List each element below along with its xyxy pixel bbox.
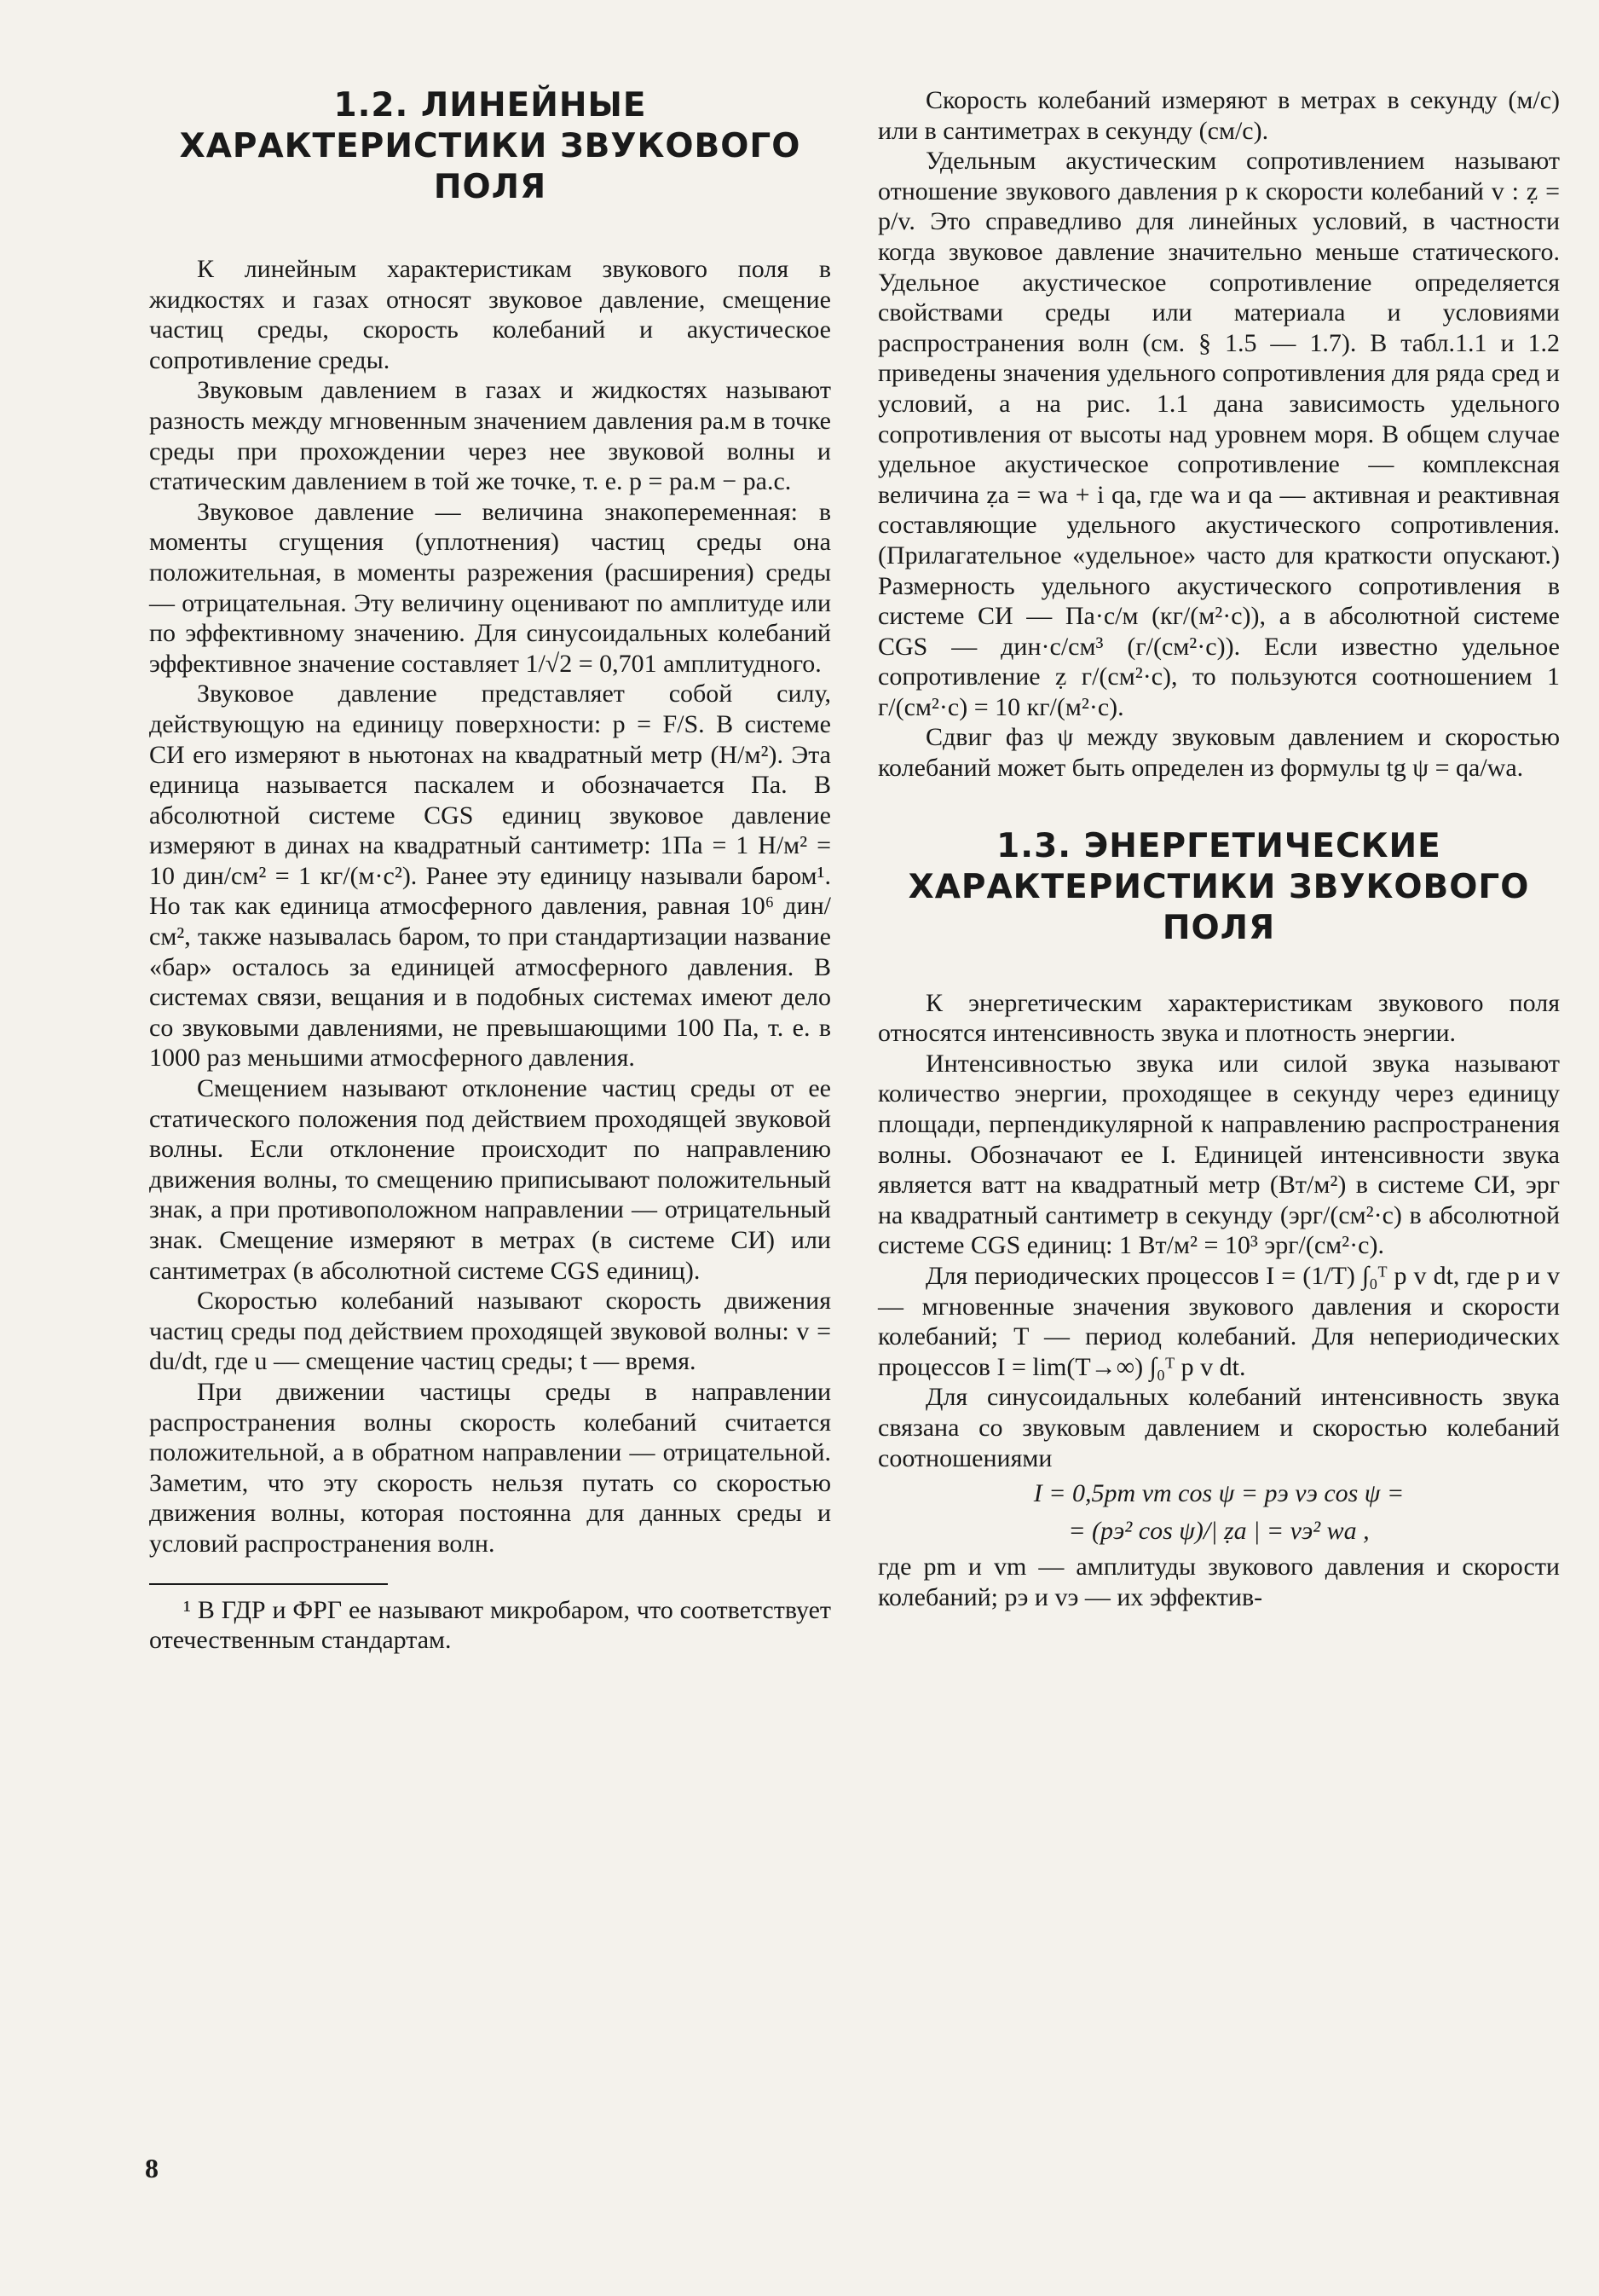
paragraph: Для синусоидальных колебаний интенсивность звука связана со звуковым давлением и скоростью колебаний соотношениями xyxy=(878,1383,1560,1472)
paragraph: Для периодических процессов I = (1/T) ∫₀ᵀ p v dt, где p и v — мгновенные значения звукового давления и скорости колебаний; T — период колебаний. Для непериодических процессов I = lim(T→∞) ∫₀ᵀ p v dt. xyxy=(878,1262,1560,1381)
paragraph: Удельным акустическим сопротивлением называют отношение звукового давления p к скорости колебаний v : ẓ = p/v. Это справедливо для линейных условий, в частности когда звуковое давление значительно меньше статического. Удельное акустическое сопротивление определяется свойствами среды или материала и условиями распространения волн (см. § 1.5 — 1.7). В табл.1.1 и 1.2 приведены значения удельного сопротивления для ряда сред и условий, а на рис. 1.1 дана зависимость удельного сопротивления от высоты над уровнем моря. В общем случае удельное акустическое сопротивление — комплексная величина ẓа = wа + i qа, где wа и qа — активная и реактивная составляющие удельного акустического сопротивления. (Прилагательное «удельное» часто для краткости опускают.) Размерность удельного акустического сопротивления в системе СИ — Па·с/м (кг/(м²·с)), а в абсолютной системе CGS — дин·с/см³ (г/(см²·с)). Если известно удельное сопротивление ẓ г/(см²·с), то пользуются соотношением 1 г/(см²·с) = 10 кг/(м²·с). xyxy=(878,147,1560,721)
footnote: ¹ В ГДР и ФРГ ее называют микробаром, что соответствует отечественным стандартам. xyxy=(149,1595,831,1655)
section-heading-1-3: 1.3. ЭНЕРГЕТИЧЕСКИЕ ХАРАКТЕРИСТИКИ ЗВУКОВОГО ПОЛЯ xyxy=(908,826,1530,947)
right-column xyxy=(878,85,1560,1612)
paragraph: К линейным характеристикам звукового поля в жидкостях и газах относят звуковое давление, смещение частиц среды, скорость колебаний и акустическое сопротивление среды. xyxy=(149,255,831,374)
paragraph: Звуковым давлением в газах и жидкостях называют разность между мгновенным значением давления pа.м в точке среды при прохождении через нее звуковой волны и статическим давлением в той же точке, т. е. p = pа.м − pа.с. xyxy=(149,376,831,496)
paragraph: При движении частицы среды в направлении распространения волны скорость колебаний считается положительной, а в обратном направлении — отрицательной. Заметим, что эту скорость нельзя путать со скоростью движения волны, которая постоянна для данных среды и условий распространения волн. xyxy=(149,1377,831,1558)
paragraph: Звуковое давление — величина знакопеременная: в моменты сгущения (уплотнения) частиц среды она положительная, в моменты разрежения (расширения) среды — отрицательная. Эту величину оценивают по амплитуде или по эффективному значению. Для синусоидальных колебаний эффективное значение составляет 1/√2 = 0,701 амплитудного. xyxy=(149,497,831,678)
paragraph: Интенсивностью звука или силой звука называют количество энергии, проходящее в секунду через единицу площади, перпендикулярной к направлению распространения волны. Обозначают ее I. Единицей интенсивности звука является ватт на квадратный метр (Вт/м²) в системе СИ, эрг на квадратный сантиметр в секунду (эрг/(см²·с) в абсолютной системе CGS единиц: 1 Вт/м² = 10³ эрг/(см²·с). xyxy=(878,1049,1560,1260)
page-number: 8 xyxy=(145,2153,159,2183)
footnote-divider xyxy=(149,1583,388,1585)
left-column xyxy=(149,85,831,1656)
paragraph: где pm и vm — амплитуды звукового давления и скорости колебаний; pэ и vэ — их эффектив- xyxy=(878,1553,1560,1611)
paragraph: Смещением называют отклонение частиц среды от ее статического положения под действием проходящей звуковой волны. Если отклонение происходит по направлению движения волны, то смещению приписывают положительный знак, а при противоположном направлении — отрицательный знак. Смещение измеряют в метрах (в системе СИ) или сантиметрах (в абсолютной системе CGS единиц). xyxy=(149,1074,831,1285)
paragraph: Скорость колебаний измеряют в метрах в секунду (м/с) или в сантиметрах в секунду (см/с). xyxy=(878,86,1560,145)
intensity-formula-line-2: = (pэ² cos ψ)/| ẓа | = vэ² wа , xyxy=(1068,1517,1370,1546)
paragraph: Скоростью колебаний называют скорость движения частиц среды под действием проходящей звуковой волны: v = du/dt, где u — смещение частиц среды; t — время. xyxy=(149,1287,831,1376)
paragraph: Звуковое давление представляет собой силу, действующую на единицу поверхности: p = F/S. В системе СИ его измеряют в ньютонах на квадратный метр (Н/м²). Эта единица называется паскалем и обозначается Па. В абсолютной системе CGS единиц звуковое давление измеряют в динах на квадратный сантиметр: 1Па = 1 Н/м² = 10 дин/см² = 1 кг/(м·с²). Ранее эту единицу называли баром¹. Но так как единица атмосферного давления, равная 10⁶ дин/см², также называлась баром, то при стандартизации название «бар» осталось за единицей атмосферного давления. В системах связи, вещания и в подобных системах имеют дело со звуковыми давлениями, не превышающими 100 Па, т. е. в 1000 раз меньшими атмосферного давления. xyxy=(149,680,831,1073)
intensity-formula-line-1: I = 0,5pm vm cos ψ = pэ vэ cos ψ = xyxy=(1033,1479,1405,1508)
section-heading-1-2: 1.2. ЛИНЕЙНЫЕ ХАРАКТЕРИСТИКИ ЗВУКОВОГО ПОЛЯ xyxy=(179,86,801,206)
paragraph: Сдвиг фаз ψ между звуковым давлением и скоростью колебаний может быть определен из формулы tg ψ = qа/wа. xyxy=(878,723,1560,783)
paragraph: К энергетическим характеристикам звукового поля относятся интенсивность звука и плотность энергии. xyxy=(878,988,1560,1048)
